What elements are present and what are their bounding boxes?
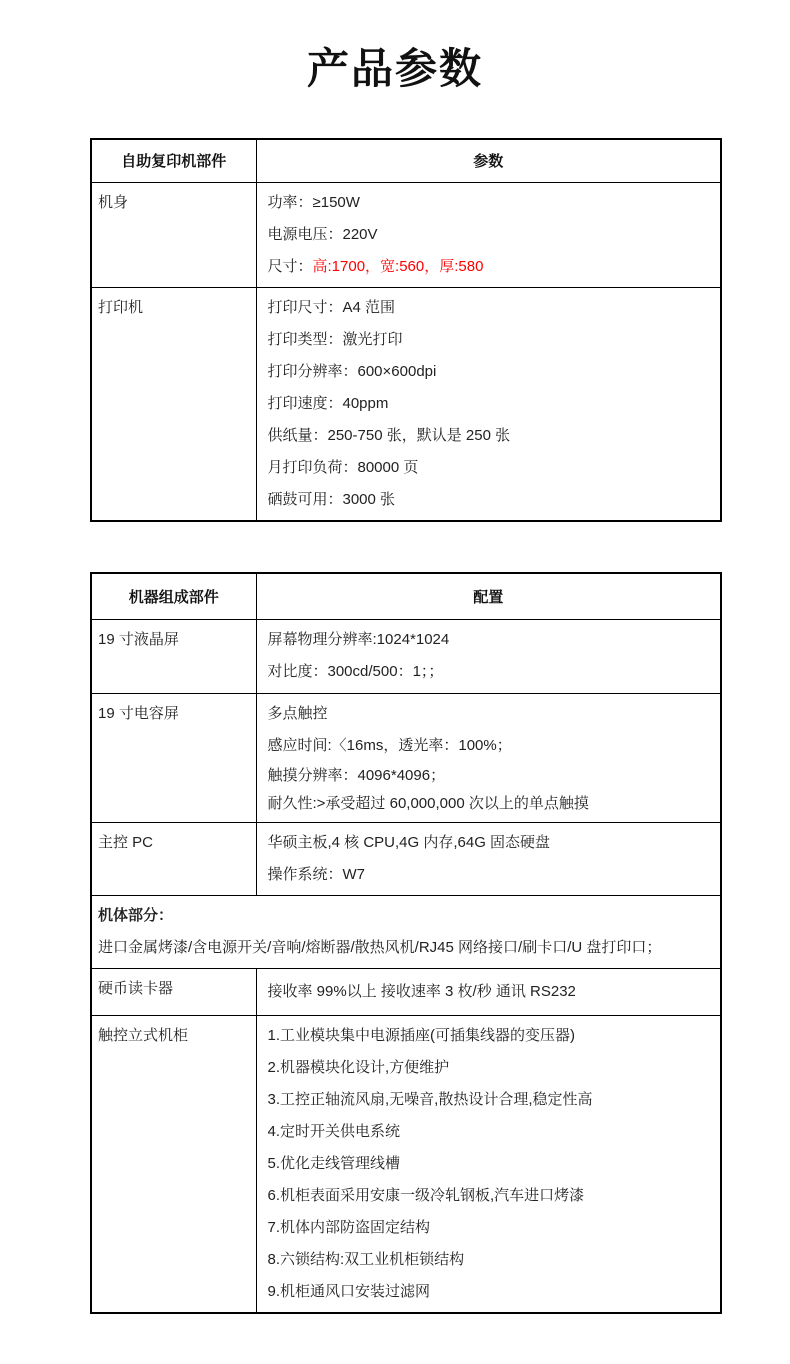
row-label-printer: 打印机 [91,287,256,521]
chassis-section-content: 进口金属烤漆/含电源开关/音响/熔断器/散热风机/RJ45 网络接口/刷卡口/U 盘打印口； [98,938,662,956]
copier-header-row [91,139,721,182]
spec-line: 耐久性:>承受超过 60,000,000 次以上的单点触摸 [267,794,589,812]
spec-line: 打印类型：激光打印 [267,330,403,348]
spec-line: 感应时间:〈16ms，透光率：100%； [267,736,512,754]
spec-line: 5.优化走线管理线槽 [267,1154,401,1172]
table-row [91,1015,721,1313]
copier-part-header: 自助复印机部件 [91,139,256,182]
config-header-row [91,573,721,619]
cabinet-spec-cell [256,1015,721,1313]
spec-line: 7.机体内部防盗固定结构 [267,1218,431,1236]
table-row [91,693,721,822]
table-row [91,895,721,968]
spec-line: 4.定时开关供电系统 [267,1122,401,1140]
lcd-spec-cell [256,619,721,693]
row-label-body: 机身 [91,182,256,287]
row-label-pc: 主控 PC [91,822,256,895]
page-title: 产品参数 [306,45,483,92]
spec-line: 操作系统：W7 [267,865,366,883]
spec-line: 8.六锁结构:双工业机柜锁结构 [267,1250,465,1268]
row-label-cabinet: 触控立式机柜 [91,1015,256,1313]
spec-line: 屏幕物理分辨率:1024*1024 [267,630,450,648]
dimensions-value: 高:1700，宽:560，厚:580 [312,257,484,275]
body-spec-cell [256,182,721,287]
config-part-header: 机器组成部件 [91,573,256,619]
spec-line-dimensions [268,251,717,283]
table-row [91,822,721,895]
spec-line: 打印速度：40ppm [267,394,389,412]
spec-line: 供纸量：250-750 张，默认是 250 张 [267,426,511,444]
chassis-section-cell [91,895,721,968]
dimensions-label: 尺寸： [267,257,313,275]
table-row [91,182,721,287]
spec-line-voltage: 电源电压：220V [267,225,378,243]
spec-line: 3.工控正轴流风扇,无噪音,散热设计合理,稳定性高 [267,1090,593,1108]
copier-param-header: 参数 [256,139,721,182]
spec-line: 2.机器模块化设计,方便维护 [267,1058,450,1076]
table-row [91,287,721,521]
spec-line: 接收率 99%以上 接收速率 3 枚/秒 通讯 RS232 [267,982,576,1000]
copier-spec-table [90,138,722,522]
spec-line: 打印尺寸：A4 范围 [267,298,396,316]
spec-line: 触摸分辨率：4096*4096； [267,766,446,784]
spec-line: 6.机柜表面采用安康一级冷轧钢板,汽车进口烤漆 [267,1186,585,1204]
spec-line: 多点触控 [267,704,328,722]
machine-config-table [90,572,722,1314]
spec-line-power: 功率：≥150W [267,193,360,211]
pc-spec-cell [256,822,721,895]
table-row [91,968,721,1015]
spec-line: 打印分辨率：600×600dpi [267,362,437,380]
config-config-header: 配置 [256,573,721,619]
printer-spec-cell [256,287,721,521]
spec-line: 1.工业模块集中电源插座(可插集线器的变压器) [267,1026,576,1044]
spec-line: 硒鼓可用：3000 张 [267,490,396,508]
row-label-touch: 19 寸电容屏 [91,693,256,822]
row-label-lcd: 19 寸液晶屏 [91,619,256,693]
spec-line: 月打印负荷：80000 页 [267,458,419,476]
row-label-coin: 硬币读卡器 [91,968,256,1015]
table-row [91,619,721,693]
spec-line: 华硕主板,4 核 CPU,4G 内存,64G 固态硬盘 [267,833,551,851]
touch-spec-cell [256,693,721,822]
coin-spec-cell [256,968,721,1015]
chassis-section-label: 机体部分： [98,906,174,924]
spec-line: 对比度：300cd/500：1；； [267,662,444,680]
spec-line: 9.机柜通风口安装过滤网 [267,1282,431,1300]
